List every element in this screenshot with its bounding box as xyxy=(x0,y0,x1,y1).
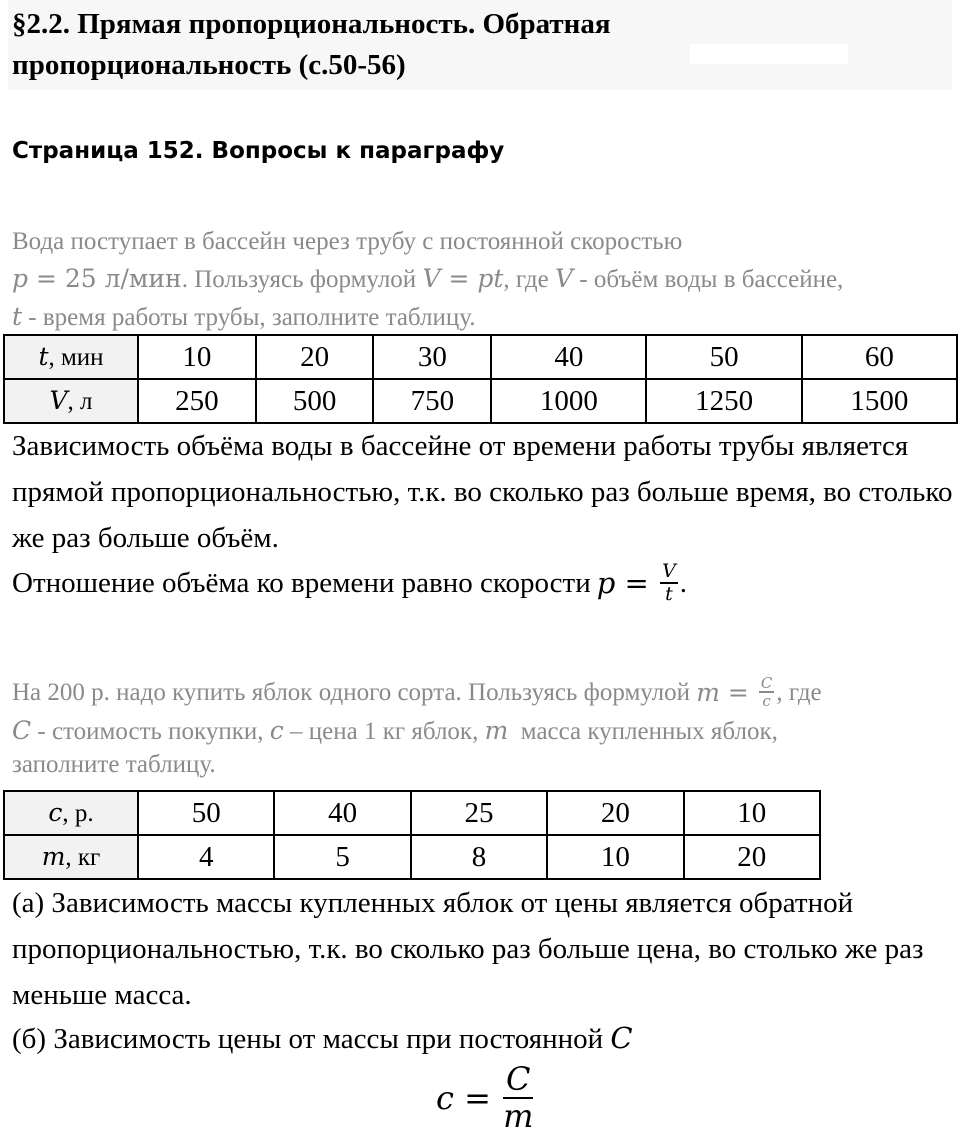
table-cell: 500 xyxy=(256,379,374,423)
header-var: c xyxy=(48,798,63,827)
table-cell: 40 xyxy=(274,791,410,835)
task2-fraction xyxy=(759,675,774,710)
task2-line2-c: масса купленных яблок, xyxy=(508,718,778,745)
header-var: m xyxy=(41,842,66,871)
answer2-b-label: (б) Зависимость цены от массы при постоянной xyxy=(12,1023,611,1055)
table-cell: 20 xyxy=(684,835,820,879)
table-cell: 750 xyxy=(373,379,491,423)
answer1-ratio xyxy=(12,560,957,606)
task1-table xyxy=(3,334,958,424)
task2-c-small: c xyxy=(269,716,284,745)
table-header-cell xyxy=(4,379,138,423)
ratio-lhs: p xyxy=(596,566,616,600)
ratio-fraction xyxy=(660,561,678,605)
task1-line1: Вода поступает в бассейн через трубу с постоянной скоростью xyxy=(12,228,683,255)
task2-c-big: C xyxy=(12,716,32,745)
ratio-num: V xyxy=(662,560,676,583)
ratio-eq: = xyxy=(615,566,659,600)
ratio-den: t xyxy=(665,583,673,605)
task1-t-var: t xyxy=(12,302,23,331)
table-cell: 1500 xyxy=(802,379,957,423)
table-cell: 30 xyxy=(373,335,491,379)
header-blank-field xyxy=(690,44,848,64)
table-header-cell xyxy=(4,835,138,879)
table-cell: 250 xyxy=(138,379,256,423)
task2-text xyxy=(12,672,952,780)
answer1-text: Зависимость объёма воды в бассейне от времени работы трубы является прямой пропорциональностью, т.к. во сколько раз больше время, во столько же раз больше объём. xyxy=(12,430,953,554)
task2-frac-den: c xyxy=(762,692,771,710)
task2-line1-end: , где xyxy=(776,678,822,706)
table-cell: 10 xyxy=(684,791,820,835)
task2-eq: = xyxy=(719,677,757,707)
task1-line2-end: - объём воды в бассейне, xyxy=(573,266,844,293)
formula-lhs: c xyxy=(436,1079,454,1118)
task2-line2-a: - стоимость покупки, xyxy=(31,718,270,745)
section-title: §2.2. Прямая пропорциональность. Обратная пропорциональность (с.50-56) xyxy=(12,8,611,81)
ratio-text: Отношение объёма ко времени равно скорости xyxy=(12,567,591,599)
final-formula xyxy=(436,1062,535,1134)
header-var: t xyxy=(38,342,49,371)
table-cell: 20 xyxy=(256,335,374,379)
task1-line3-end: - время работы трубы, заполните таблицу. xyxy=(22,304,476,331)
table-cell: 10 xyxy=(547,835,683,879)
table-cell: 60 xyxy=(802,335,957,379)
formula-den: m xyxy=(503,1097,534,1135)
task1-text xyxy=(12,223,952,336)
task1-formula: V = pt xyxy=(422,264,504,293)
formula-eq: = xyxy=(453,1079,502,1118)
ratio-end: . xyxy=(679,567,688,599)
task2-m-var2: m xyxy=(484,716,509,745)
header-unit: , р. xyxy=(62,800,94,827)
task2-line2-b: – цена 1 кг яблок, xyxy=(283,718,485,745)
task1-line2-mid: . Пользуясь формулой xyxy=(181,266,423,293)
task1-p-var: p xyxy=(12,264,29,293)
task2-m-var: m xyxy=(696,677,720,707)
table-row xyxy=(4,835,820,879)
task2-table xyxy=(3,790,821,880)
table-row xyxy=(4,379,957,423)
formula-num: C xyxy=(503,1062,533,1099)
task2-line1: На 200 р. надо купить яблок одного сорта. Пользуясь формулой xyxy=(12,678,697,706)
answer2-b-var: C xyxy=(610,1021,633,1055)
table-cell: 40 xyxy=(491,335,646,379)
task2-frac-num: C xyxy=(760,673,773,692)
header-unit: , кг xyxy=(65,844,101,871)
table-cell: 8 xyxy=(411,835,547,879)
table-row xyxy=(4,791,820,835)
task1-p-value: = 25 л/мин xyxy=(28,264,182,293)
table-cell: 25 xyxy=(411,791,547,835)
formula-fraction xyxy=(503,1062,533,1134)
task1-v-var: V xyxy=(554,264,574,293)
table-cell: 20 xyxy=(547,791,683,835)
header-unit: , л xyxy=(67,388,93,415)
task2-line3: заполните таблицу. xyxy=(12,751,216,778)
header-var: V xyxy=(49,386,68,415)
table-cell: 10 xyxy=(138,335,256,379)
header-unit: , мин xyxy=(48,344,104,371)
table-cell: 1250 xyxy=(646,379,801,423)
task1-line2-where: , где xyxy=(503,266,555,293)
table-cell: 50 xyxy=(138,791,274,835)
table-cell: 5 xyxy=(274,835,410,879)
page-heading: Страница 152. Вопросы к параграфу xyxy=(12,138,505,164)
table-cell: 1000 xyxy=(491,379,646,423)
answer2-b-text xyxy=(12,1015,957,1062)
table-cell: 50 xyxy=(646,335,801,379)
answer2-a-text: (а) Зависимость массы купленных яблок от цены является обратной пропорциональностью, т.к. во сколько раз больше цена, во столько же раз меньше масса. xyxy=(12,887,924,1011)
table-row xyxy=(4,335,957,379)
table-header-cell xyxy=(4,335,138,379)
table-cell: 4 xyxy=(138,835,274,879)
table-header-cell xyxy=(4,791,138,835)
